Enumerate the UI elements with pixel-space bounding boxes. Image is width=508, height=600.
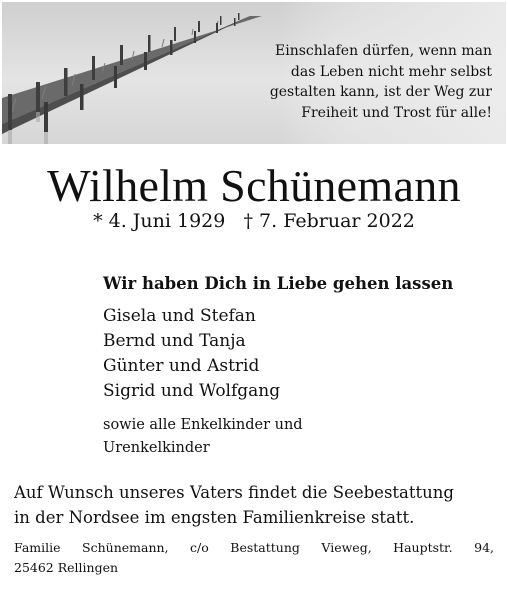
quote-line: gestalten kann, ist der Weg zur [269, 84, 492, 100]
quote-text [232, 41, 492, 123]
quote-line: Einschlafen dürfen, wenn man [275, 43, 492, 59]
statement-line: Auf Wunsch unseres Vaters findet die Seebestattung [14, 483, 454, 502]
mourner-entry: Sigrid und Wolfgang [103, 381, 281, 401]
deceased-name: Wilhelm Schünemann [47, 160, 461, 211]
contact-line: Familie Schünemann, c/o Bestattung Vieweg, Hauptstr. 94, [14, 540, 494, 555]
contact-line: 25462 Rellingen [14, 560, 119, 575]
mourner-entry: Gisela und Stefan [103, 306, 256, 326]
mourners-heading: Wir haben Dich in Liebe gehen lassen [103, 274, 454, 293]
header-photo [2, 2, 506, 144]
death-date: † 7. Februar 2022 [243, 210, 415, 232]
mourners-list [103, 304, 280, 404]
grandchildren-note [103, 414, 303, 460]
grandchildren-line: sowie alle Enkelkinder und [103, 417, 303, 433]
mourner-entry: Günter und Astrid [103, 356, 260, 376]
contact-address [14, 538, 494, 578]
burial-statement [14, 481, 496, 530]
quote-line: Freiheit und Trost für alle! [301, 104, 492, 121]
grandchildren-line: Urenkelkinder [103, 440, 210, 456]
life-dates [0, 207, 508, 235]
birth-date: * 4. Juni 1929 [93, 210, 226, 232]
statement-line: in der Nordsee im engsten Familienkreise statt. [14, 507, 415, 527]
mourner-entry: Bernd und Tanja [103, 331, 246, 351]
quote-line: das Leben nicht mehr selbst [290, 63, 492, 80]
